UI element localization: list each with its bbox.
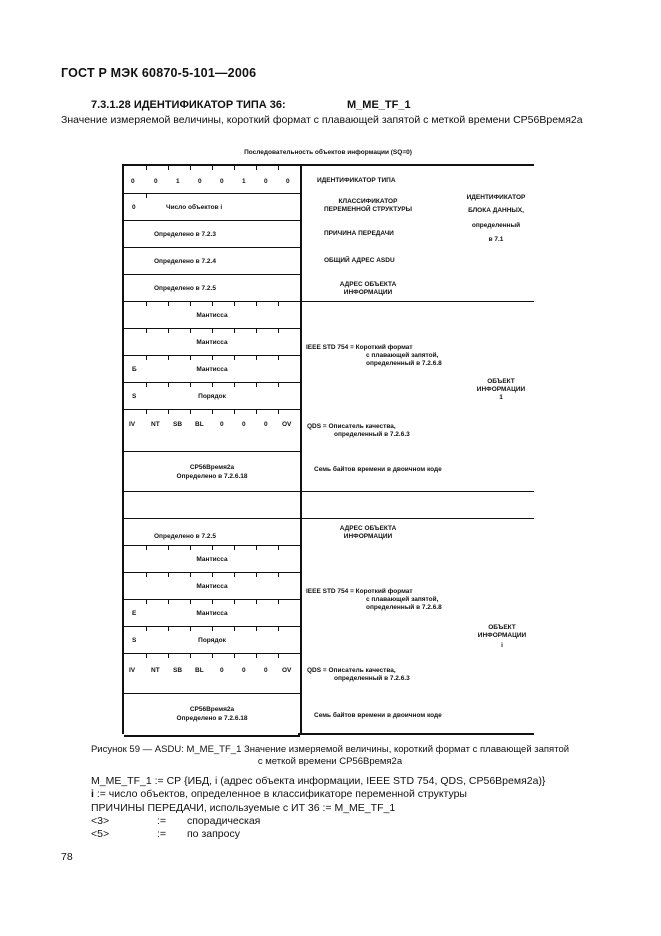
qds-bit-5: 0 [220,421,224,428]
separator-line [298,301,534,302]
label-ieee-b1: IEEE STD 754 = Короткий формат [306,588,413,595]
table-row-time-i [124,693,300,737]
qds-bit-nt: NT [151,421,160,428]
qds-bit-sb: SB [173,667,183,674]
label-object-1-c: 1 [499,394,503,401]
qds-bit-ov: OV [282,421,292,428]
cp56-label: СР56Время2а [189,464,235,471]
table-row-type-id [124,164,300,195]
table-row-qds-1 [124,409,300,452]
type-bit-4: 0 [198,178,202,185]
section-type-code: М_МЕ_TF_1 [347,99,411,111]
exponent-bit: E [132,610,137,617]
label-qds-2: определенный в 7.2.6.3 [334,431,410,438]
label-ioa-2: ИНФОРМАЦИИ [343,289,393,296]
label-ieee-1: IEEE STD 754 = Короткий формат [306,344,413,351]
cause-op: := [157,828,167,840]
qds-bit-bl: BL [195,421,204,428]
table-row-order-1 [124,382,300,410]
cot-def: Определено в 7.2.3 [154,231,216,238]
type-bit-6: 1 [242,178,246,185]
mantissa-label: Мантисса [196,366,228,373]
figure-caption [61,744,599,768]
type-bit-8: 0 [286,178,290,185]
label-qds-1: QDS = Описатель качества, [307,423,396,430]
table-row-mantissa-ic [124,599,300,627]
label-ieee-3: определенный в 7.2.6.8 [366,360,442,367]
mantissa-label: Мантисса [196,610,228,617]
table-row-qds-i [124,653,300,694]
i-definition-text: := число объектов, определенное в классификаторе переменной структуры [93,788,467,800]
label-common-address: ОБЩИЙ АДРЕС ASDU [324,257,395,264]
address-def: Определено в 7.2.4 [154,258,216,265]
table-row-ioa-i [124,518,300,546]
document-header: ГОСТ Р МЭК 60870-5-101—2006 [61,66,257,80]
label-duid-2: БЛОКА ДАННЫХ, [468,207,524,214]
asdu-octet-table [122,164,302,734]
label-ioa-b2: ИНФОРМАЦИИ [343,533,393,540]
label-ieee-b3: определенный в 7.2.6.8 [366,604,442,611]
order-label: Порядок [198,637,226,644]
label-duid-1: ИДЕНТИФИКАТОР [466,194,526,201]
label-ioa-1: АДРЕС ОБЪЕКТА [339,281,397,288]
label-time: Семь байтов времени в двоичном коде [314,466,442,473]
label-cot: ПРИЧИНА ПЕРЕДАЧИ [324,230,394,237]
cp56-label: СР56Время2а [189,706,235,713]
mantissa-label: Мантисса [196,339,228,346]
cause-code: <3> [91,815,110,827]
type-bit-1: 0 [131,178,135,185]
table-row-ioa-1 [124,274,300,302]
type-bit-5: 0 [220,178,224,185]
order-label: Порядок [198,393,226,400]
label-object-i-a: ОБЪЕКТ [488,624,516,631]
qds-bit-6: 0 [242,667,246,674]
table-row-mantissa-1c [124,355,300,383]
vsq-label: Число объектов i [166,204,223,211]
cot-line: ПРИЧИНЫ ПЕРЕДАЧИ, используемые с ИТ 36 := М_МЕ_TF_1 [91,802,396,814]
cp56-def: Определено в 7.2.6.18 [176,473,248,480]
i-definition [91,788,467,801]
type-bit-2: 0 [154,178,158,185]
qds-bit-bl: BL [195,667,204,674]
table-row-cot [124,220,300,248]
type-bit-7: 0 [264,178,268,185]
type-bit-3: 1 [176,178,180,185]
cp56-def: Определено в 7.2.6.18 [176,715,248,722]
table-row-mantissa-ib [124,572,300,600]
label-ieee-b2: с плавающей запятой, [366,596,439,603]
separator-line [298,164,534,166]
table-title: Последовательность объектов информации (SQ=0) [244,149,412,156]
label-object-i-c: i [501,642,503,649]
i-variable: i [91,788,94,800]
table-row-mantissa-1b [124,328,300,356]
label-qds-b1: QDS = Описатель качества, [307,667,396,674]
sq-bit: 0 [132,204,136,211]
label-time-b: Семь байтов времени в двоичном коде [314,712,442,719]
sign-bit: S [132,393,137,400]
mantissa-label: Мантисса [196,312,228,319]
label-type-id: ИДЕНТИФИКАТОР ТИПА [317,177,396,184]
mantissa-label: Мантисса [196,556,228,563]
label-duid-3: определенный [471,222,521,229]
qds-bit-nt: NT [151,667,160,674]
table-row-gap [124,491,300,519]
label-vsq-2: ПЕРЕМЕННОЙ СТРУКТУРЫ [324,206,412,213]
cause-code: <5> [91,828,110,840]
asdu-formula: М_МЕ_TF_1 := СР {ИБД, i (адрес объекта информации, IEEE STD 754, QDS, СР56Время2а)} [91,775,546,787]
label-object-1-b: ИНФОРМАЦИИ [476,386,526,393]
cause-op: := [157,815,167,827]
table-row-order-i [124,626,300,654]
table-row-mantissa-ia [124,545,300,573]
label-vsq-1: КЛАССИФИКАТОР [338,198,398,205]
cause-text: спорадическая [187,815,261,827]
table-row-common-address [124,247,300,275]
qds-bit-7: 0 [264,667,268,674]
qds-bit-6: 0 [242,421,246,428]
label-ioa-b1: АДРЕС ОБЪЕКТА [339,525,397,532]
separator-line [298,491,534,492]
caption-line-1: Рисунок 59 — ASDU: М_МЕ_TF_1 Значение измеряемой величины, короткий формат с плавающей запятой [90,744,570,755]
label-qds-b2: определенный в 7.2.6.3 [334,675,410,682]
table-row-time-1 [124,451,300,492]
ioa-def-1: Определено в 7.2.5 [154,285,216,292]
qds-bit-iv: IV [129,421,136,428]
sign-bit: S [132,637,137,644]
page-number: 78 [61,851,73,863]
qds-bit-ov: OV [282,667,292,674]
table-row-mantissa-1a [124,301,300,329]
section-description: Значение измеряемой величины, короткий формат с плавающей запятой с меткой времени СР56Время2а [61,114,583,126]
section-title: 7.3.1.28 ИДЕНТИФИКАТОР ТИПА 36: [91,99,286,111]
label-ieee-2: с плавающей запятой, [366,352,439,359]
label-object-i-b: ИНФОРМАЦИИ [477,632,527,639]
qds-bit-5: 0 [220,667,224,674]
qds-bit-7: 0 [264,421,268,428]
mantissa-label: Мантисса [196,583,228,590]
label-duid-4: в 7.1 [488,236,504,243]
caption-line-2: с меткой времени СР56Время2а [257,756,403,767]
label-object-1-a: ОБЪЕКТ [487,378,515,385]
qds-bit-iv: IV [129,667,136,674]
qds-bit-sb: SB [173,421,183,428]
separator-line [298,733,534,735]
cause-text: по запросу [187,828,240,840]
ioa-def-i: Определено в 7.2.5 [154,533,216,540]
exponent-bit: Б [132,366,137,373]
separator-line [298,518,534,519]
table-row-vsq [124,193,300,221]
